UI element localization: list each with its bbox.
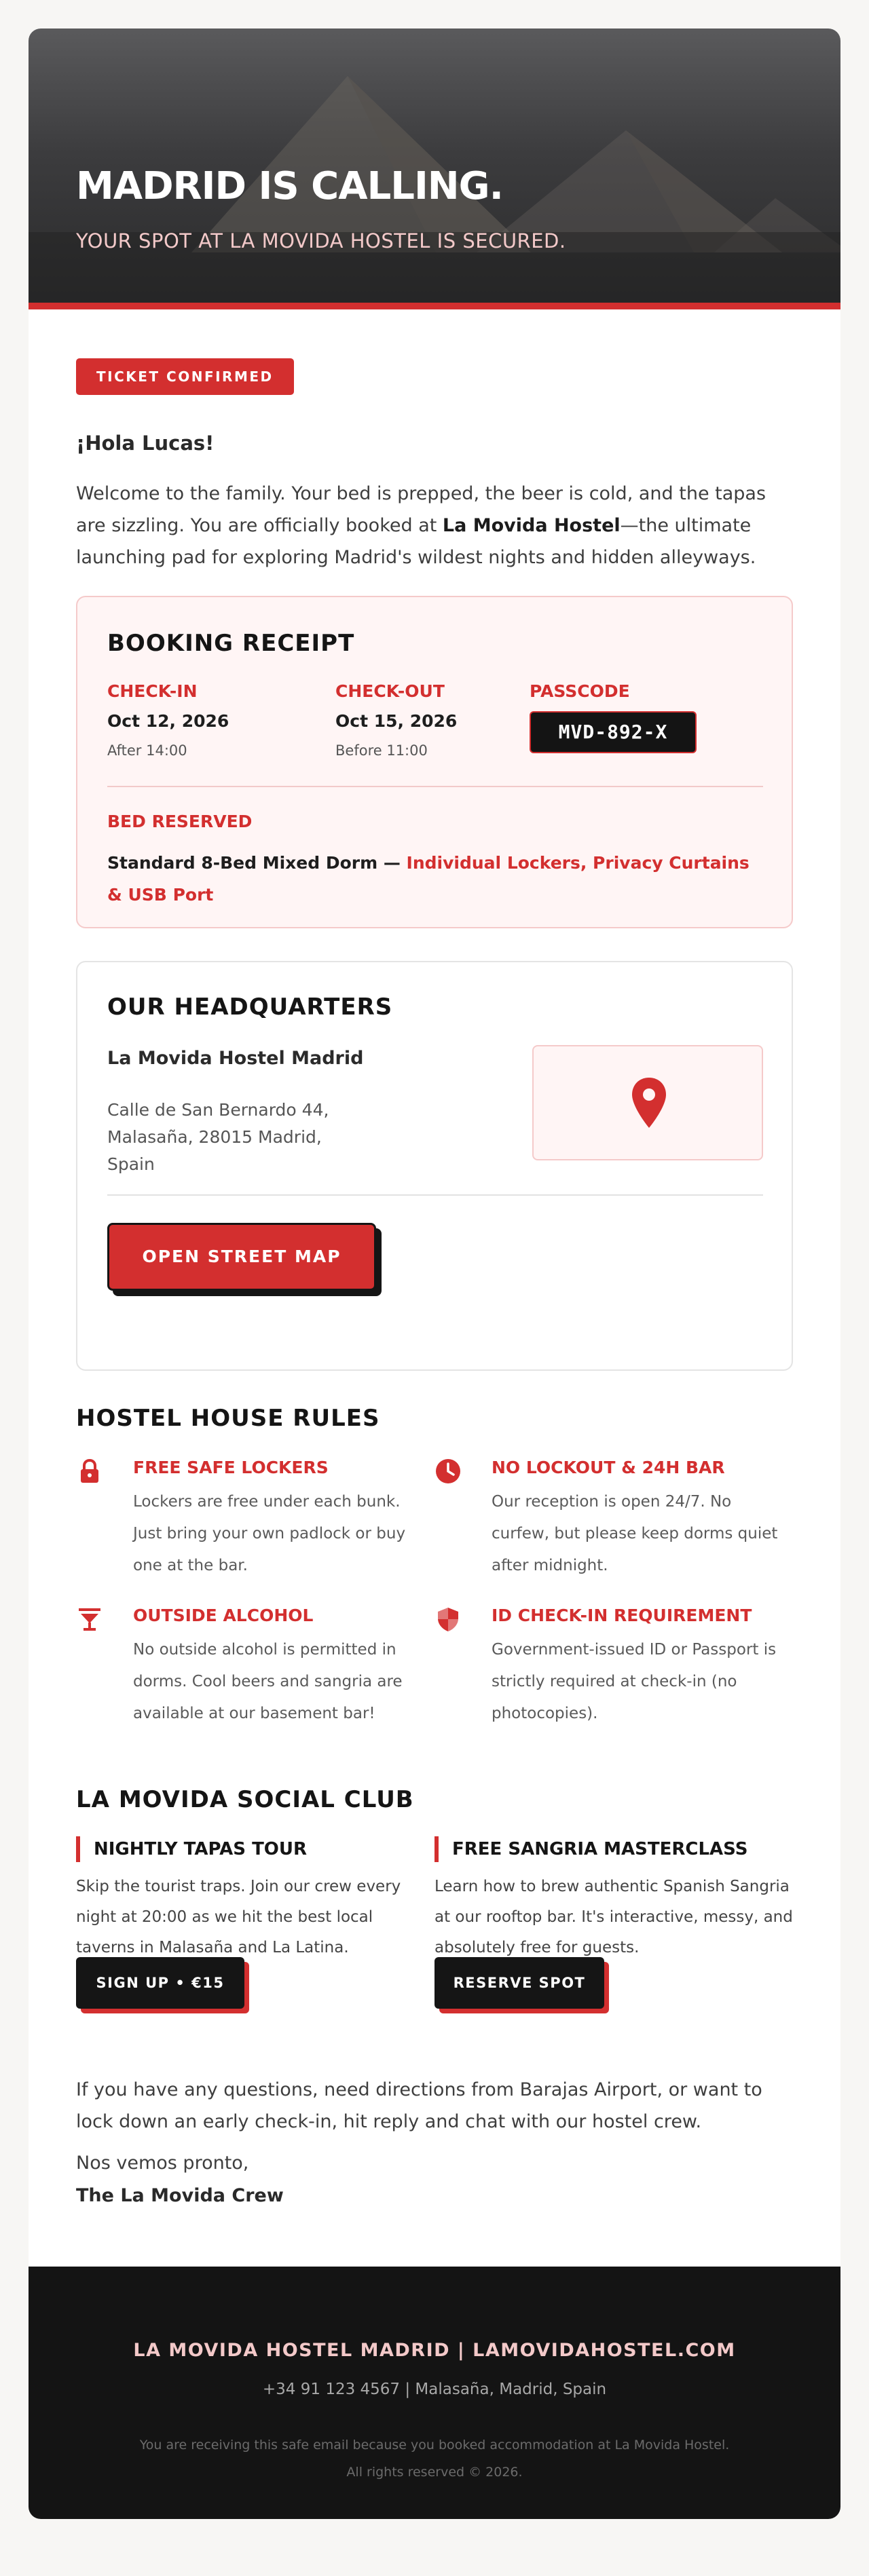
hero-banner <box>29 29 840 305</box>
sign-up-tapas-button[interactable]: SIGN UP • €15 <box>76 1957 244 2009</box>
clock-icon <box>434 1458 462 1485</box>
map-preview[interactable] <box>532 1045 763 1160</box>
footer-notice: You are receiving this safe email because you booked accommodation at La Movida Hostel. <box>139 2438 730 2452</box>
address-line-1: Calle de San Bernardo 44, <box>107 1100 329 1120</box>
intro-text-before: Welcome to the family. Your bed is prepped, the beer is cold, and the tapas are sizzling. You are officially booked at <box>76 483 766 536</box>
event-text-sangria: Learn how to brew authentic Spanish Sangria at our rooftop bar. It's interactive, messy, and absolutely free for guests. <box>434 1878 793 1956</box>
passcode-label: PASSCODE <box>530 681 630 701</box>
map-pin-icon <box>630 1076 668 1131</box>
hq-name: La Movida Hostel Madrid <box>107 1048 364 1069</box>
checkin-date: Oct 12, 2026 <box>107 711 229 731</box>
rule-text-id: Government-issued ID or Passport is strictly required at check-in (no photocopies). <box>492 1641 777 1722</box>
closing-paragraph: If you have any questions, need directions from Barajas Airport, or want to lock down an early check-in, hit reply and chat with our hostel crew. <box>76 2079 762 2132</box>
rule-text-lockout: Our reception is open 24/7. No curfew, but please keep dorms quiet after midnight. <box>492 1493 778 1574</box>
bed-type: Standard 8-Bed Mixed Dorm — <box>107 853 407 873</box>
footer-brand-link[interactable]: LA MOVIDA HOSTEL MADRID | LAMOVIDAHOSTEL.COM <box>133 2340 736 2361</box>
open-street-map-button[interactable]: OPEN STREET MAP <box>107 1223 376 1291</box>
hq-divider <box>107 1194 763 1196</box>
intro-text-after: —the ultimate launching pad for exploring Madrid's wildest nights and hidden alleyways. <box>76 515 756 568</box>
ticket-confirmed-badge: TICKET CONFIRMED <box>76 358 294 395</box>
reserve-sangria-button[interactable]: RESERVE SPOT <box>434 1957 604 2009</box>
intro-paragraph <box>76 478 796 573</box>
social-club-title: LA MOVIDA SOCIAL CLUB <box>76 1786 414 1813</box>
signoff-greeting: Nos vemos pronto, <box>76 2153 249 2174</box>
checkout-date: Oct 15, 2026 <box>335 711 458 731</box>
passcode-value: MVD-892-X <box>530 711 697 753</box>
event-heading-sangria: FREE SANGRIA MASTERCLASS <box>434 1836 747 1862</box>
hq-title: OUR HEADQUARTERS <box>107 993 393 1021</box>
email-card <box>29 29 840 2519</box>
greeting: ¡Hola Lucas! <box>76 432 215 455</box>
rules-title: HOSTEL HOUSE RULES <box>76 1405 380 1432</box>
intro-hostel-name: La Movida Hostel <box>442 515 621 536</box>
headquarters-card <box>76 961 793 1371</box>
bed-features: Individual Lockers, Privacy Curtains & USB Port <box>107 853 750 905</box>
shield-icon <box>434 1606 462 1633</box>
checkin-label: CHECK-IN <box>107 681 198 701</box>
checkout-label: CHECK-OUT <box>335 681 445 701</box>
signoff-name: The La Movida Crew <box>76 2185 284 2206</box>
hero-subtitle: YOUR SPOT AT LA MOVIDA HOSTEL IS SECURED. <box>76 229 566 252</box>
rule-heading-lockers: FREE SAFE LOCKERS <box>133 1458 329 1477</box>
checkin-time: After 14:00 <box>107 742 187 759</box>
footer-rights: All rights reserved © 2026. <box>346 2465 523 2480</box>
cocktail-icon <box>76 1606 103 1633</box>
address-line-3: Spain <box>107 1154 155 1174</box>
rule-heading-lockout: NO LOCKOUT & 24H BAR <box>492 1458 725 1477</box>
footer <box>29 2267 840 2519</box>
address-line-2: Malasaña, 28015 Madrid, <box>107 1127 322 1147</box>
event-text-tapas: Skip the tourist traps. Join our crew every night at 20:00 as we hit the best local taverns in Malasaña and La Latina. <box>76 1878 401 1956</box>
receipt-divider <box>107 786 763 787</box>
rule-heading-id: ID CHECK-IN REQUIREMENT <box>492 1606 752 1625</box>
receipt-title: BOOKING RECEIPT <box>107 630 355 657</box>
booking-receipt <box>76 596 793 928</box>
rule-text-alcohol: No outside alcohol is permitted in dorms. Cool beers and sangria are available at our basement bar! <box>133 1641 403 1722</box>
rule-heading-alcohol: OUTSIDE ALCOHOL <box>133 1606 314 1625</box>
hero-title: MADRID IS CALLING. <box>76 164 503 208</box>
lock-icon <box>76 1458 103 1485</box>
rule-text-lockers: Lockers are free under each bunk. Just bring your own padlock or buy one at the bar. <box>133 1493 406 1574</box>
checkout-time: Before 11:00 <box>335 742 428 759</box>
hq-address <box>107 1097 352 1178</box>
bed-description <box>107 847 759 911</box>
bed-label: BED RESERVED <box>107 812 253 831</box>
hero-accent-bar <box>29 303 840 309</box>
footer-contact: +34 91 123 4567 | Malasaña, Madrid, Spain <box>262 2381 607 2398</box>
event-heading-tapas: NIGHTLY TAPAS TOUR <box>76 1836 307 1862</box>
